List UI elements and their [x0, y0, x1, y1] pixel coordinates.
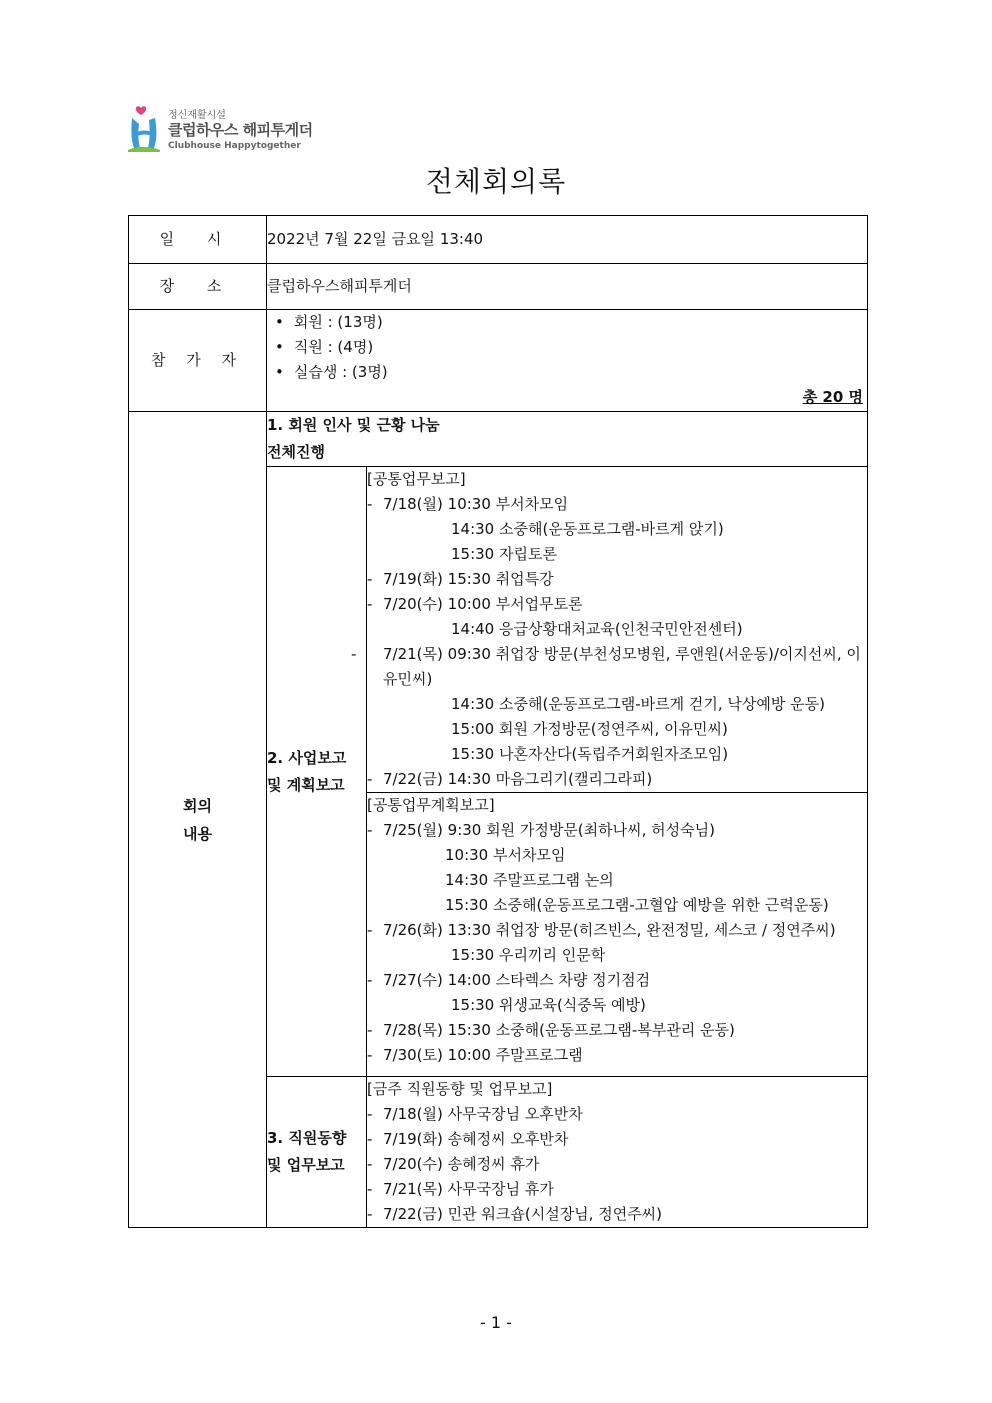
plan-list-item: 15:30 위생교육(식중독 예방) — [451, 996, 646, 1014]
section3-label-cell — [267, 1077, 367, 1228]
list-item-text: 7/27(수) 14:00 스타렉스 차량 정기점검 — [383, 971, 651, 989]
list-item-text: 7/20(수) 송혜정씨 휴가 — [383, 1155, 540, 1173]
list-item-text: 7/30(토) 10:00 주말프로그램 — [383, 1046, 583, 1064]
staff-list-item — [367, 1152, 867, 1177]
meeting-label-cell — [129, 412, 267, 1228]
list-item-text: 7/22(금) 민관 워크숍(시설장님, 정연주씨) — [383, 1205, 663, 1223]
minutes-table — [128, 215, 868, 1228]
list-dash: - — [367, 1155, 373, 1173]
report-list-item — [367, 767, 867, 792]
common-report-cell — [351, 467, 868, 793]
plan-list-item — [367, 968, 867, 993]
report-list-item: 15:00 회원 가정방문(정연주씨, 이유민씨) — [451, 720, 728, 738]
common-plan-list — [367, 818, 867, 1068]
plan-list-item — [367, 1043, 867, 1068]
plan-list-item — [367, 818, 867, 843]
list-dash: - — [367, 821, 373, 839]
logo-english-name: Clubhouse Happytogether — [168, 141, 301, 151]
common-report-header: [공통업무보고] — [367, 470, 466, 488]
plan-list-item — [367, 1018, 867, 1043]
list-dash: - — [367, 570, 373, 588]
list-dash: - — [367, 1180, 373, 1198]
report-list-item — [367, 567, 867, 592]
date-label-cell — [129, 216, 267, 264]
attendees-cell — [267, 310, 868, 412]
plan-list-item: 10:30 부서차모임 — [445, 846, 566, 864]
meeting-label-line2: 내용 — [183, 824, 212, 843]
list-dash: - — [367, 495, 373, 513]
section2-label-line1: 2. 사업보고 — [267, 748, 347, 767]
place-label-cell — [129, 264, 267, 310]
list-dash: - — [367, 1105, 373, 1123]
report-list-item — [367, 592, 867, 617]
logo — [128, 104, 328, 156]
place-label: 장 소 — [159, 277, 236, 295]
list-dash: - — [367, 971, 373, 989]
plan-list-item — [367, 918, 867, 943]
list-item-text: 7/19(화) 15:30 취업특강 — [383, 570, 554, 588]
list-dash: - — [367, 595, 373, 613]
attendee-staff: • 직원 : (4명) — [275, 335, 867, 360]
report-list-item: 14:30 소중해(운동프로그램-바르게 걷기, 낙상예방 운동) — [451, 695, 825, 713]
report-list-item: 15:30 나혼자산다(독립주거회원자조모임) — [451, 745, 729, 763]
section1-title: 1. 회원 인사 및 근황 나눔 — [267, 416, 440, 434]
attendee-members: • 회원 : (13명) — [275, 310, 867, 335]
section1-cell — [267, 412, 868, 467]
list-item-text: 7/22(금) 14:30 마음그리기(캘리그라피) — [383, 770, 653, 788]
place-row — [129, 264, 868, 310]
staff-list-item — [367, 1202, 867, 1227]
list-item-text: 7/21(목) 09:30 취업장 방문(부천성모병원, 루앤원(서운동)/이지선씨, 이유민씨) — [383, 645, 861, 688]
list-dash: - — [367, 1205, 373, 1223]
staff-report-cell — [367, 1077, 868, 1228]
attendees-label: 참 가 자 — [150, 351, 244, 369]
section3-label-line1: 3. 직원동향 — [267, 1129, 347, 1147]
date-row — [129, 216, 868, 264]
staff-list-item — [367, 1102, 867, 1127]
list-item-text: 7/21(목) 사무국장님 휴가 — [383, 1180, 554, 1198]
common-report-list — [351, 492, 867, 792]
report-list-item — [367, 492, 867, 517]
date-label: 일 시 — [159, 230, 236, 248]
list-item-text: 7/26(화) 13:30 취업장 방문(히즈빈스, 완전정밀, 세스코 / 정연주씨) — [383, 921, 836, 939]
list-item-text: 7/25(월) 9:30 회원 가정방문(최하나씨, 허성숙님) — [383, 821, 715, 839]
common-plan-cell — [367, 793, 868, 1077]
attendee-trainees: • 실습생 : (3명) — [275, 360, 867, 385]
plan-list-item: 15:30 소중해(운동프로그램-고혈압 예방을 위한 근력운동) — [445, 896, 829, 914]
plan-list-item: 14:30 주말프로그램 논의 — [445, 871, 614, 889]
date-value: 2022년 7월 22일 금요일 13:40 — [267, 216, 868, 264]
logo-subtitle: 정신재활시설 — [168, 110, 226, 121]
section2-label-cell — [267, 467, 367, 1077]
staff-report-list — [367, 1102, 867, 1227]
report-list-item: 14:30 소중해(운동프로그램-바르게 앉기) — [451, 520, 724, 538]
page-number: - 1 - — [480, 1313, 512, 1332]
place-value: 클럽하우스해피투게더 — [267, 264, 868, 310]
attendee-total: 총 20 명 — [802, 388, 864, 406]
section1-row — [129, 412, 868, 467]
staff-list-item — [367, 1177, 867, 1202]
staff-list-item — [367, 1127, 867, 1152]
list-item-text: 7/28(목) 15:30 소중해(운동프로그램-복부관리 운동) — [383, 1021, 735, 1039]
list-dash: - — [351, 645, 357, 663]
document-title: 전체회의록 — [425, 165, 567, 198]
attendee-list — [267, 310, 867, 385]
attendees-row — [129, 310, 868, 412]
list-item-text: 7/20(수) 10:00 부서업무토론 — [383, 595, 583, 613]
section1-subtitle: 전체진행 — [267, 443, 325, 461]
list-dash: - — [367, 770, 373, 788]
meeting-label-line1: 회의 — [183, 796, 212, 815]
list-dash: - — [367, 1046, 373, 1064]
staff-report-header: [금주 직원동향 및 업무보고] — [367, 1080, 553, 1098]
list-item-text: 7/18(월) 사무국장님 오후반차 — [383, 1105, 583, 1123]
report-list-item: 14:40 응급상황대처교육(인천국민안전센터) — [451, 620, 743, 638]
list-dash: - — [367, 1021, 373, 1039]
list-item-text: 7/18(월) 10:30 부서차모임 — [383, 495, 569, 513]
logo-h-icon — [128, 104, 162, 154]
list-dash: - — [367, 921, 373, 939]
report-list-item — [351, 642, 867, 692]
common-plan-header: [공통업무계획보고] — [367, 796, 495, 814]
plan-list-item: 15:30 우리끼리 인문학 — [451, 946, 606, 964]
logo-name: 클럽하우스 해피투게더 — [168, 121, 313, 139]
attendees-label-cell — [129, 310, 267, 412]
report-list-item: 15:30 자립토론 — [451, 545, 557, 563]
list-dash: - — [367, 1130, 373, 1148]
list-item-text: 7/19(화) 송혜정씨 오후반차 — [383, 1130, 569, 1148]
section3-label-line2: 및 업무보고 — [267, 1156, 345, 1174]
section2-label-line2: 및 계획보고 — [267, 775, 345, 794]
